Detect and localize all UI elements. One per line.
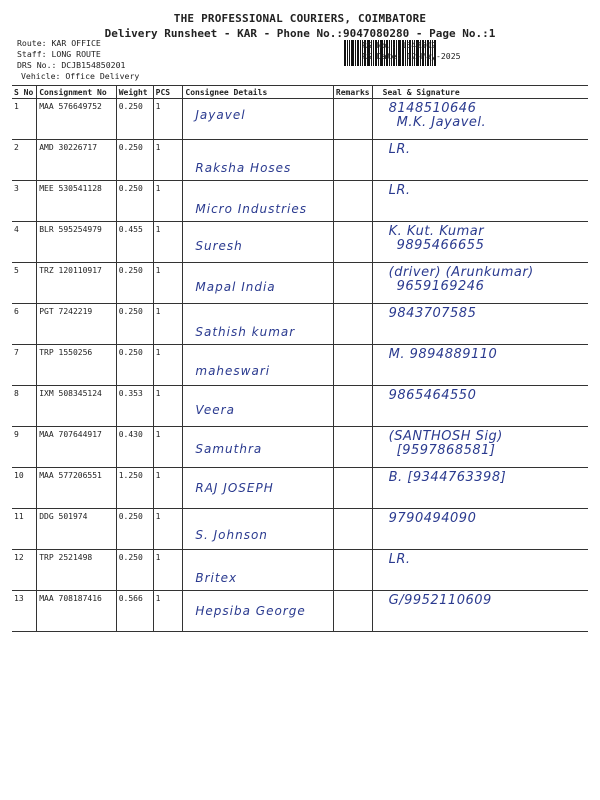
weight: 0.250	[116, 99, 153, 140]
serial-number: 9	[12, 427, 37, 468]
document-title: THE PROFESSIONAL COURIERS, COIMBATORE	[173, 12, 427, 25]
weight: 0.430	[116, 427, 153, 468]
signature: (SANTHOSH Sig)	[388, 429, 503, 444]
consignee-name: Suresh	[195, 239, 243, 253]
col-consignee: Consignee Details	[183, 86, 334, 99]
signature-line-2: M.K. Jayavel.	[396, 115, 487, 130]
table-row	[12, 181, 588, 222]
document-subtitle: Delivery Runsheet - KAR - Phone No.:9047080280 - Page No.:1	[104, 27, 496, 40]
consignment-number: TRP 2521498	[37, 550, 116, 591]
signature-line-2: 9659169246	[396, 279, 485, 294]
col-sno: S No	[12, 86, 37, 99]
weight: 0.250	[116, 345, 153, 386]
table-row	[12, 550, 588, 591]
remarks	[333, 509, 372, 550]
consignment-number: AMD 30226717	[37, 140, 116, 181]
pieces: 1	[153, 140, 183, 181]
remarks	[333, 468, 372, 509]
serial-number: 13	[12, 591, 37, 632]
pieces: 1	[153, 591, 183, 632]
table-row	[12, 468, 588, 509]
weight: 0.250	[116, 140, 153, 181]
col-pcs: PCS	[153, 86, 183, 99]
consignment-number: MAA 576649752	[37, 99, 116, 140]
signature: B. [9344763398]	[388, 470, 507, 485]
table-row	[12, 263, 588, 304]
serial-number: 2	[12, 140, 37, 181]
serial-number: 5	[12, 263, 37, 304]
rs-date: RS Date: 12-May-2025	[362, 51, 461, 61]
consignment-number: MAA 577206551	[37, 468, 116, 509]
table-row	[12, 345, 588, 386]
consignee-name: Sathish kumar	[195, 325, 296, 339]
col-signature: Seal & Signature	[372, 86, 588, 99]
remarks	[333, 386, 372, 427]
table-row	[12, 304, 588, 345]
consignment-number: TRZ 120110917	[37, 263, 116, 304]
consignment-number: BLR 595254979	[37, 222, 116, 263]
pieces: 1	[153, 304, 183, 345]
table-header-row	[12, 86, 588, 99]
signature: LR.	[388, 552, 411, 567]
remarks	[333, 99, 372, 140]
pieces: 1	[153, 99, 183, 140]
serial-number: 12	[12, 550, 37, 591]
remarks	[333, 550, 372, 591]
signature: 9865464550	[388, 388, 477, 403]
weight: 0.250	[116, 263, 153, 304]
weight: 0.250	[116, 181, 153, 222]
signature: G/9952110609	[388, 593, 492, 608]
runsheet-table	[12, 85, 588, 632]
consignee-name: Raksha Hoses	[195, 161, 292, 175]
pieces: 1	[153, 550, 183, 591]
consignee-name: S. Johnson	[195, 528, 268, 542]
consignment-number: MEE 530541128	[37, 181, 116, 222]
signature: 9790494090	[388, 511, 477, 526]
consignment-number: DDG 501974	[37, 509, 116, 550]
consignee-name: Britex	[195, 571, 238, 585]
staff-label: Staff: LONG ROUTE	[17, 49, 101, 59]
table-row	[12, 591, 588, 632]
signature: LR.	[388, 142, 411, 157]
rs-number: RS No.: 1548502	[362, 40, 436, 50]
serial-number: 7	[12, 345, 37, 386]
remarks	[333, 427, 372, 468]
signature: 8148510646	[388, 101, 477, 116]
remarks	[333, 263, 372, 304]
weight: 0.250	[116, 509, 153, 550]
col-weight: Weight	[116, 86, 153, 99]
serial-number: 11	[12, 509, 37, 550]
pieces: 1	[153, 345, 183, 386]
remarks	[333, 222, 372, 263]
table-row	[12, 99, 588, 140]
remarks	[333, 304, 372, 345]
serial-number: 6	[12, 304, 37, 345]
serial-number: 3	[12, 181, 37, 222]
serial-number: 4	[12, 222, 37, 263]
consignment-number: PGT 7242219	[37, 304, 116, 345]
remarks	[333, 181, 372, 222]
consignment-number: MAA 708187416	[37, 591, 116, 632]
remarks	[333, 345, 372, 386]
pieces: 1	[153, 222, 183, 263]
col-remarks: Remarks	[333, 86, 372, 99]
signature-line-2: [9597868581]	[396, 443, 496, 458]
signature: M. 9894889110	[388, 347, 498, 362]
signature: LR.	[388, 183, 411, 198]
serial-number: 10	[12, 468, 37, 509]
col-consignment: Consignment No	[37, 86, 116, 99]
vehicle-label: Vehicle: Office Delivery	[21, 71, 140, 81]
consignee-name: Veera	[195, 403, 235, 417]
consignee-name: maheswari	[195, 364, 271, 378]
pieces: 1	[153, 181, 183, 222]
serial-number: 1	[12, 99, 37, 140]
consignee-name: Samuthra	[195, 442, 263, 456]
pieces: 1	[153, 386, 183, 427]
remarks	[333, 140, 372, 181]
table-row	[12, 222, 588, 263]
weight: 1.250	[116, 468, 153, 509]
weight: 0.455	[116, 222, 153, 263]
table-row	[12, 386, 588, 427]
consignee-name: Hepsiba George	[195, 604, 306, 618]
consignee-name: Micro Industries	[195, 202, 307, 216]
signature-line-2: 9895466655	[396, 238, 485, 253]
signature: K. Kut. Kumar	[388, 224, 485, 239]
consignment-number: TRP 1550256	[37, 345, 116, 386]
pieces: 1	[153, 263, 183, 304]
weight: 0.250	[116, 304, 153, 345]
consignment-number: IXM 508345124	[37, 386, 116, 427]
route-label: Route: KAR OFFICE	[17, 38, 101, 48]
consignee-name: Mapal India	[195, 280, 276, 294]
weight: 0.353	[116, 386, 153, 427]
pieces: 1	[153, 468, 183, 509]
consignee-name: Jayavel	[195, 108, 246, 122]
table-row	[12, 427, 588, 468]
pieces: 1	[153, 427, 183, 468]
drs-label: DRS No.: DCJB154850201	[17, 60, 126, 70]
remarks	[333, 591, 372, 632]
table-row	[12, 509, 588, 550]
table-row	[12, 140, 588, 181]
consignment-number: MAA 707644917	[37, 427, 116, 468]
pieces: 1	[153, 509, 183, 550]
weight: 0.566	[116, 591, 153, 632]
weight: 0.250	[116, 550, 153, 591]
signature: 9843707585	[388, 306, 477, 321]
signature: (driver) (Arunkumar)	[388, 265, 534, 280]
consignee-name: RAJ JOSEPH	[195, 481, 274, 495]
serial-number: 8	[12, 386, 37, 427]
